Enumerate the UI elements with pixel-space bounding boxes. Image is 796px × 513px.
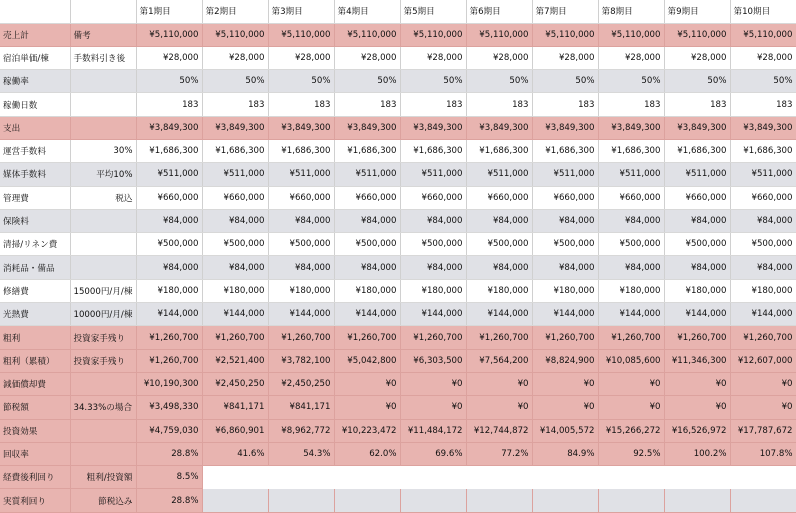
value-cell[interactable]: ¥0	[466, 396, 532, 419]
value-cell[interactable]: ¥5,110,000	[400, 23, 466, 46]
table-row	[0, 326, 796, 349]
value-cell[interactable]: ¥144,000	[664, 303, 730, 326]
value-cell[interactable]: ¥511,000	[532, 163, 598, 186]
value-cell[interactable]: ¥0	[664, 396, 730, 419]
value-cell[interactable]: ¥180,000	[466, 279, 532, 302]
empty-cell[interactable]	[664, 466, 730, 489]
table-row	[0, 46, 796, 69]
value-cell[interactable]: ¥2,521,400	[202, 349, 268, 372]
value-cell[interactable]: ¥1,260,700	[334, 326, 400, 349]
value-cell[interactable]: ¥84,000	[598, 209, 664, 232]
value-cell[interactable]: ¥500,000	[664, 233, 730, 256]
value-cell[interactable]: ¥17,787,672	[730, 419, 796, 442]
table-row	[0, 349, 796, 372]
value-cell[interactable]: ¥7,564,200	[466, 349, 532, 372]
value-cell[interactable]: ¥511,000	[730, 163, 796, 186]
value-cell[interactable]: ¥144,000	[730, 303, 796, 326]
value-cell[interactable]: ¥1,260,700	[466, 326, 532, 349]
value-cell[interactable]: 183	[466, 93, 532, 116]
value-cell[interactable]: ¥6,303,500	[400, 349, 466, 372]
row-label-cell[interactable]: 宿泊単価/棟	[0, 46, 70, 69]
value-cell[interactable]: ¥180,000	[730, 279, 796, 302]
empty-cell[interactable]	[400, 466, 466, 489]
row-note-cell[interactable]: 節税込み	[70, 489, 136, 512]
value-cell[interactable]: ¥84,000	[400, 209, 466, 232]
value-cell[interactable]: ¥180,000	[202, 279, 268, 302]
value-cell[interactable]: 183	[532, 93, 598, 116]
table-row	[0, 419, 796, 442]
value-cell[interactable]: ¥500,000	[334, 233, 400, 256]
value-cell[interactable]: ¥84,000	[730, 256, 796, 279]
row-note-cell[interactable]: 備考	[70, 23, 136, 46]
value-cell[interactable]: ¥511,000	[268, 163, 334, 186]
value-cell[interactable]: ¥0	[466, 372, 532, 395]
row-label-cell[interactable]: 売上計	[0, 23, 70, 46]
value-cell[interactable]: ¥660,000	[334, 186, 400, 209]
value-cell[interactable]: 183	[334, 93, 400, 116]
value-cell[interactable]: ¥28,000	[730, 46, 796, 69]
value-cell[interactable]: ¥1,686,300	[598, 139, 664, 162]
table-row	[0, 489, 796, 512]
value-cell[interactable]: ¥0	[598, 372, 664, 395]
value-cell[interactable]: ¥28,000	[334, 46, 400, 69]
row-note-cell[interactable]	[70, 372, 136, 395]
value-cell[interactable]: 183	[202, 93, 268, 116]
value-cell[interactable]: ¥5,110,000	[598, 23, 664, 46]
value-cell[interactable]: ¥180,000	[334, 279, 400, 302]
row-note-cell[interactable]	[70, 93, 136, 116]
row-note-cell[interactable]: 投資家手残り	[70, 326, 136, 349]
value-cell[interactable]: ¥1,686,300	[268, 139, 334, 162]
value-cell[interactable]: ¥84,000	[136, 209, 202, 232]
value-cell[interactable]: ¥84,000	[466, 256, 532, 279]
empty-cell[interactable]	[730, 489, 796, 512]
value-cell[interactable]: 28.8%	[136, 489, 202, 512]
row-note-cell[interactable]: 10000円/月/棟	[70, 303, 136, 326]
value-cell[interactable]: 41.6%	[202, 442, 268, 465]
value-cell[interactable]: ¥84,000	[334, 256, 400, 279]
row-note-cell[interactable]	[70, 209, 136, 232]
value-cell[interactable]: ¥28,000	[136, 46, 202, 69]
value-cell[interactable]: ¥1,686,300	[664, 139, 730, 162]
row-label-cell[interactable]: 支出	[0, 116, 70, 139]
row-label-cell[interactable]: 回収率	[0, 442, 70, 465]
column-header[interactable]: 第10期目	[730, 0, 796, 23]
row-label-cell[interactable]: 稼働日数	[0, 93, 70, 116]
row-note-cell[interactable]	[70, 256, 136, 279]
value-cell[interactable]: ¥84,000	[202, 209, 268, 232]
value-cell[interactable]: ¥28,000	[598, 46, 664, 69]
value-cell[interactable]: ¥660,000	[466, 186, 532, 209]
value-cell[interactable]: 183	[598, 93, 664, 116]
table-row	[0, 163, 796, 186]
value-cell[interactable]: ¥180,000	[268, 279, 334, 302]
value-cell[interactable]: ¥5,110,000	[202, 23, 268, 46]
value-cell[interactable]: ¥84,000	[664, 256, 730, 279]
value-cell[interactable]: 50%	[202, 70, 268, 93]
value-cell[interactable]: 50%	[532, 70, 598, 93]
value-cell[interactable]: ¥144,000	[598, 303, 664, 326]
empty-cell[interactable]	[400, 489, 466, 512]
value-cell[interactable]: ¥10,190,300	[136, 372, 202, 395]
value-cell[interactable]: 69.6%	[400, 442, 466, 465]
value-cell[interactable]: ¥0	[598, 396, 664, 419]
table-row	[0, 303, 796, 326]
value-cell[interactable]: ¥0	[664, 372, 730, 395]
value-cell[interactable]: ¥0	[532, 396, 598, 419]
value-cell[interactable]: ¥180,000	[136, 279, 202, 302]
row-label-cell[interactable]: 投資効果	[0, 419, 70, 442]
row-note-cell[interactable]: 34.33%の場合	[70, 396, 136, 419]
row-note-cell[interactable]	[70, 70, 136, 93]
value-cell[interactable]: ¥500,000	[400, 233, 466, 256]
value-cell[interactable]: ¥841,171	[268, 396, 334, 419]
value-cell[interactable]: ¥15,266,272	[598, 419, 664, 442]
value-cell[interactable]: ¥180,000	[400, 279, 466, 302]
value-cell[interactable]: ¥0	[400, 396, 466, 419]
row-note-cell[interactable]	[70, 442, 136, 465]
value-cell[interactable]: ¥84,000	[136, 256, 202, 279]
column-header[interactable]: 第7期目	[532, 0, 598, 23]
row-label-cell[interactable]: 保険料	[0, 209, 70, 232]
value-cell[interactable]: ¥84,000	[334, 209, 400, 232]
value-cell[interactable]: ¥3,849,300	[334, 116, 400, 139]
value-cell[interactable]: ¥5,042,800	[334, 349, 400, 372]
value-cell[interactable]: ¥144,000	[268, 303, 334, 326]
table-row	[0, 23, 796, 46]
value-cell[interactable]: 100.2%	[664, 442, 730, 465]
value-cell[interactable]: ¥5,110,000	[268, 23, 334, 46]
value-cell[interactable]: ¥1,686,300	[400, 139, 466, 162]
value-cell[interactable]: ¥660,000	[532, 186, 598, 209]
value-cell[interactable]: ¥1,260,700	[400, 326, 466, 349]
value-cell[interactable]: ¥500,000	[466, 233, 532, 256]
value-cell[interactable]: 50%	[268, 70, 334, 93]
value-cell[interactable]: ¥500,000	[136, 233, 202, 256]
value-cell[interactable]: ¥660,000	[730, 186, 796, 209]
value-cell[interactable]: 92.5%	[598, 442, 664, 465]
value-cell[interactable]: ¥84,000	[202, 256, 268, 279]
row-note-cell[interactable]: 手数料引き後	[70, 46, 136, 69]
value-cell[interactable]: ¥28,000	[466, 46, 532, 69]
value-cell[interactable]: ¥841,171	[202, 396, 268, 419]
value-cell[interactable]: 50%	[466, 70, 532, 93]
value-cell[interactable]: ¥16,526,972	[664, 419, 730, 442]
value-cell[interactable]: ¥660,000	[598, 186, 664, 209]
value-cell[interactable]: ¥1,686,300	[202, 139, 268, 162]
value-cell[interactable]: ¥3,849,300	[598, 116, 664, 139]
value-cell[interactable]: 77.2%	[466, 442, 532, 465]
value-cell[interactable]: ¥511,000	[466, 163, 532, 186]
empty-cell[interactable]	[202, 466, 268, 489]
value-cell[interactable]: ¥0	[334, 396, 400, 419]
value-cell[interactable]: ¥1,260,700	[136, 349, 202, 372]
empty-cell[interactable]	[466, 466, 532, 489]
value-cell[interactable]: 54.3%	[268, 442, 334, 465]
value-cell[interactable]: ¥511,000	[598, 163, 664, 186]
value-cell[interactable]: 50%	[334, 70, 400, 93]
value-cell[interactable]: ¥511,000	[202, 163, 268, 186]
value-cell[interactable]: ¥3,849,300	[268, 116, 334, 139]
column-header[interactable]: 第8期目	[598, 0, 664, 23]
empty-cell[interactable]	[730, 466, 796, 489]
row-note-cell[interactable]: 粗利/投資額	[70, 466, 136, 489]
table-row	[0, 186, 796, 209]
empty-cell[interactable]	[334, 489, 400, 512]
value-cell[interactable]: ¥144,000	[466, 303, 532, 326]
value-cell[interactable]: ¥660,000	[136, 186, 202, 209]
value-cell[interactable]: ¥500,000	[532, 233, 598, 256]
column-header[interactable]: 第1期目	[136, 0, 202, 23]
value-cell[interactable]: ¥660,000	[400, 186, 466, 209]
value-cell[interactable]: ¥8,962,772	[268, 419, 334, 442]
row-label-cell[interactable]: 粗利	[0, 326, 70, 349]
empty-cell[interactable]	[268, 489, 334, 512]
value-cell[interactable]: ¥144,000	[400, 303, 466, 326]
table-row	[0, 279, 796, 302]
value-cell[interactable]: 84.9%	[532, 442, 598, 465]
value-cell[interactable]: ¥511,000	[334, 163, 400, 186]
row-label-cell[interactable]: 稼働率	[0, 70, 70, 93]
column-header[interactable]: 第6期目	[466, 0, 532, 23]
value-cell[interactable]: ¥500,000	[202, 233, 268, 256]
value-cell[interactable]: 50%	[136, 70, 202, 93]
row-label-cell[interactable]: 運営手数料	[0, 139, 70, 162]
column-header[interactable]: 第3期目	[268, 0, 334, 23]
value-cell[interactable]: 62.0%	[334, 442, 400, 465]
value-cell[interactable]: ¥10,223,472	[334, 419, 400, 442]
column-header[interactable]: 第4期目	[334, 0, 400, 23]
value-cell[interactable]: ¥3,849,300	[136, 116, 202, 139]
table-row	[0, 116, 796, 139]
value-cell[interactable]: 8.5%	[136, 466, 202, 489]
value-cell[interactable]: ¥660,000	[664, 186, 730, 209]
table-row	[0, 372, 796, 395]
value-cell[interactable]: 50%	[598, 70, 664, 93]
column-header[interactable]: 第5期目	[400, 0, 466, 23]
value-cell[interactable]: ¥11,346,300	[664, 349, 730, 372]
row-note-cell[interactable]	[70, 116, 136, 139]
empty-cell[interactable]	[598, 466, 664, 489]
value-cell[interactable]: ¥84,000	[664, 209, 730, 232]
table-row	[0, 256, 796, 279]
value-cell[interactable]: ¥12,744,872	[466, 419, 532, 442]
table-row	[0, 396, 796, 419]
value-cell[interactable]: ¥5,110,000	[532, 23, 598, 46]
value-cell[interactable]: ¥10,085,600	[598, 349, 664, 372]
row-label-cell[interactable]: 節税額	[0, 396, 70, 419]
table-row	[0, 209, 796, 232]
value-cell[interactable]: ¥0	[730, 396, 796, 419]
value-cell[interactable]: ¥12,607,000	[730, 349, 796, 372]
value-cell[interactable]: ¥84,000	[268, 256, 334, 279]
empty-cell[interactable]	[202, 489, 268, 512]
value-cell[interactable]: ¥144,000	[532, 303, 598, 326]
column-header[interactable]: 第2期目	[202, 0, 268, 23]
row-label-cell[interactable]: 修繕費	[0, 279, 70, 302]
value-cell[interactable]: ¥3,849,300	[202, 116, 268, 139]
row-label-cell[interactable]: 実質利回り	[0, 489, 70, 512]
value-cell[interactable]: ¥3,782,100	[268, 349, 334, 372]
value-cell[interactable]: 183	[730, 93, 796, 116]
value-cell[interactable]: ¥1,260,700	[268, 326, 334, 349]
value-cell[interactable]: ¥0	[730, 372, 796, 395]
value-cell[interactable]: ¥28,000	[268, 46, 334, 69]
row-label-cell[interactable]: 清掃/リネン費	[0, 233, 70, 256]
value-cell[interactable]: ¥5,110,000	[136, 23, 202, 46]
value-cell[interactable]: ¥2,450,250	[268, 372, 334, 395]
value-cell[interactable]: ¥5,110,000	[730, 23, 796, 46]
value-cell[interactable]: ¥1,260,700	[136, 326, 202, 349]
value-cell[interactable]: ¥3,849,300	[664, 116, 730, 139]
value-cell[interactable]: ¥500,000	[730, 233, 796, 256]
table-row	[0, 442, 796, 465]
row-note-cell[interactable]: 平均10%	[70, 163, 136, 186]
empty-cell[interactable]	[466, 489, 532, 512]
value-cell[interactable]: ¥84,000	[268, 209, 334, 232]
empty-cell[interactable]	[532, 466, 598, 489]
row-label-cell[interactable]: 減価償却費	[0, 372, 70, 395]
value-cell[interactable]: ¥3,849,300	[730, 116, 796, 139]
header-row	[0, 0, 796, 23]
value-cell[interactable]: ¥3,849,300	[466, 116, 532, 139]
value-cell[interactable]: ¥1,260,700	[532, 326, 598, 349]
row-label-cell[interactable]: 粗利（累積）	[0, 349, 70, 372]
value-cell[interactable]: ¥0	[400, 372, 466, 395]
value-cell[interactable]: ¥0	[532, 372, 598, 395]
empty-cell[interactable]	[532, 489, 598, 512]
table-row	[0, 93, 796, 116]
value-cell[interactable]: ¥5,110,000	[664, 23, 730, 46]
table-row	[0, 70, 796, 93]
row-note-cell[interactable]: 投資家手残り	[70, 349, 136, 372]
value-cell[interactable]: 183	[400, 93, 466, 116]
value-cell[interactable]: ¥144,000	[136, 303, 202, 326]
empty-cell[interactable]	[334, 466, 400, 489]
row-label-cell[interactable]: 消耗品・備品	[0, 256, 70, 279]
value-cell[interactable]: ¥84,000	[466, 209, 532, 232]
value-cell[interactable]: ¥1,686,300	[730, 139, 796, 162]
value-cell[interactable]: ¥84,000	[730, 209, 796, 232]
value-cell[interactable]: ¥144,000	[334, 303, 400, 326]
value-cell[interactable]: ¥3,849,300	[400, 116, 466, 139]
value-cell[interactable]: 107.8%	[730, 442, 796, 465]
value-cell[interactable]: ¥660,000	[202, 186, 268, 209]
value-cell[interactable]: ¥28,000	[400, 46, 466, 69]
value-cell[interactable]: ¥144,000	[202, 303, 268, 326]
value-cell[interactable]: ¥28,000	[664, 46, 730, 69]
table-row	[0, 466, 796, 489]
value-cell[interactable]: 50%	[400, 70, 466, 93]
value-cell[interactable]: ¥1,260,700	[202, 326, 268, 349]
value-cell[interactable]: ¥84,000	[532, 209, 598, 232]
row-label-cell[interactable]: 光熱費	[0, 303, 70, 326]
value-cell[interactable]: ¥28,000	[202, 46, 268, 69]
value-cell[interactable]: ¥3,498,330	[136, 396, 202, 419]
value-cell[interactable]: ¥500,000	[268, 233, 334, 256]
row-note-cell[interactable]: 15000円/月/棟	[70, 279, 136, 302]
value-cell[interactable]: ¥511,000	[400, 163, 466, 186]
value-cell[interactable]: ¥11,484,172	[400, 419, 466, 442]
value-cell[interactable]: ¥180,000	[598, 279, 664, 302]
value-cell[interactable]: ¥1,686,300	[334, 139, 400, 162]
value-cell[interactable]: ¥0	[334, 372, 400, 395]
value-cell[interactable]: ¥5,110,000	[334, 23, 400, 46]
value-cell[interactable]: ¥511,000	[136, 163, 202, 186]
value-cell[interactable]: ¥6,860,901	[202, 419, 268, 442]
header-corner-cell[interactable]	[0, 0, 70, 23]
value-cell[interactable]: 183	[664, 93, 730, 116]
empty-cell[interactable]	[598, 489, 664, 512]
value-cell[interactable]: ¥1,260,700	[664, 326, 730, 349]
value-cell[interactable]: ¥511,000	[664, 163, 730, 186]
empty-cell[interactable]	[664, 489, 730, 512]
value-cell[interactable]: ¥8,824,900	[532, 349, 598, 372]
value-cell[interactable]: ¥1,260,700	[598, 326, 664, 349]
row-note-cell[interactable]	[70, 419, 136, 442]
value-cell[interactable]: ¥4,759,030	[136, 419, 202, 442]
column-header[interactable]: 第9期目	[664, 0, 730, 23]
value-cell[interactable]: ¥84,000	[400, 256, 466, 279]
table-row	[0, 233, 796, 256]
value-cell[interactable]: ¥1,686,300	[532, 139, 598, 162]
value-cell[interactable]: ¥14,005,572	[532, 419, 598, 442]
value-cell[interactable]: ¥500,000	[598, 233, 664, 256]
row-label-cell[interactable]: 媒体手数料	[0, 163, 70, 186]
value-cell[interactable]: ¥84,000	[532, 256, 598, 279]
table-row	[0, 139, 796, 162]
empty-cell[interactable]	[268, 466, 334, 489]
header-note-cell[interactable]	[70, 0, 136, 23]
row-label-cell[interactable]: 経費後利回り	[0, 466, 70, 489]
value-cell[interactable]: ¥5,110,000	[466, 23, 532, 46]
value-cell[interactable]: 28.8%	[136, 442, 202, 465]
row-label-cell[interactable]: 管理費	[0, 186, 70, 209]
row-note-cell[interactable]	[70, 233, 136, 256]
row-note-cell[interactable]: 税込	[70, 186, 136, 209]
value-cell[interactable]: 183	[268, 93, 334, 116]
value-cell[interactable]: 50%	[730, 70, 796, 93]
value-cell[interactable]: 183	[136, 93, 202, 116]
value-cell[interactable]: ¥1,686,300	[466, 139, 532, 162]
value-cell[interactable]: 50%	[664, 70, 730, 93]
value-cell[interactable]: ¥1,686,300	[136, 139, 202, 162]
value-cell[interactable]: ¥28,000	[532, 46, 598, 69]
row-note-cell[interactable]: 30%	[70, 139, 136, 162]
value-cell[interactable]: ¥84,000	[598, 256, 664, 279]
value-cell[interactable]: ¥180,000	[664, 279, 730, 302]
value-cell[interactable]: ¥2,450,250	[202, 372, 268, 395]
value-cell[interactable]: ¥660,000	[268, 186, 334, 209]
value-cell[interactable]: ¥1,260,700	[730, 326, 796, 349]
value-cell[interactable]: ¥3,849,300	[532, 116, 598, 139]
value-cell[interactable]: ¥180,000	[532, 279, 598, 302]
